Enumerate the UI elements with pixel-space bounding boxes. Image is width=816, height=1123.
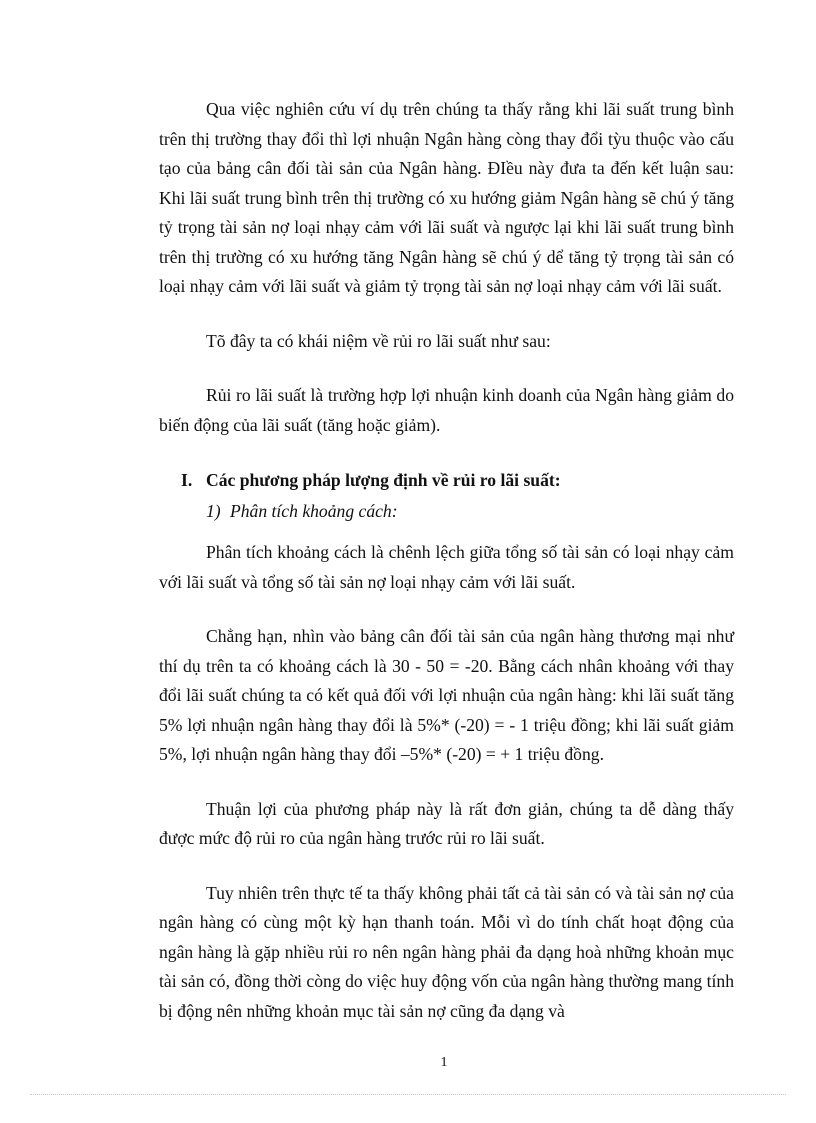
paragraph-advantage: Thuận lợi của phương pháp này là rất đơn giản, chúng ta dễ dàng thấy được mức độ rủi ro của ngân hàng trước rủi ro lãi suất. — [159, 798, 734, 848]
subsection-title: Phân tích khoảng cách: — [230, 501, 398, 521]
paragraph-definition: Rủi ro lãi suất là trường hợp lợi nhuận kinh doanh của Ngân hàng giảm do biến động của lãi suất (tăng hoặc giảm). — [159, 385, 734, 435]
paragraph-example: Chẳng hạn, nhìn vào bảng cân đối tài sản của ngân hàng thương mại như thí dụ trên ta có khoảng cách là 30 - 50 = -20. Bằng cách nhân khoảng với thay đổi lãi suất chúng ta có kết quả đối với lợi nhuận của ngân hàng: khi lãi suất tăng 5% lợi nhuận ngân hàng thay đổi là 5%* (-20) = - 1 triệu đồng; khi lãi suất giảm 5%, lợi nhuận ngân hàng thay đổi –5%* (-20) = + 1 triệu đồng. — [159, 626, 734, 764]
subsection-number: 1) — [206, 501, 221, 521]
paragraph-gap-definition: Phân tích khoảng cách là chênh lệch giữa tổng số tài sản có loại nhạy cảm với lãi suất và tổng số tài sản nợ loại nhạy cảm với lãi suất. — [159, 542, 734, 592]
page-content — [159, 95, 734, 1026]
footer-divider — [30, 1094, 786, 1095]
section-heading — [159, 466, 734, 495]
section-number: I. — [181, 470, 193, 490]
paragraph-limitation: Tuy nhiên trên thực tế ta thấy không phải tất cả tài sản có và tài sản nợ của ngân hàng có cùng một kỳ hạn thanh toán. Mỗi vì do tính chất hoạt động của ngân hàng là gặp nhiều rủi ro nên ngân hàng phải đa dạng hoà những khoản mục tài sản có, đồng thời còng do việc huy động vốn của ngân hàng thường mang tính bị động nên những khoản mục tài sản nợ cũng đa dạng và — [159, 882, 734, 1021]
paragraph-definition-intro: Tõ đây ta có khái niệm về rủi ro lãi suất như sau: — [206, 330, 551, 351]
paragraph-bank-profit: Qua việc nghiên cứu ví dụ trên chúng ta thấy rằng khi lãi suất trung bình trên thị trường thay đổi thì lợi nhuận Ngân hàng còng thay đổi tỳu thuộc vào cấu tạo của bảng cân đối tài sản của Ngân hàng. ĐIều này đưa ta đến kết luận sau: Khi lãi suất trung bình trên thị trường có xu hướng giảm Ngân hàng sẽ chú ý tăng tỷ trọng tài sản nợ loại nhạy cảm với lãi suất và ngược lại khi lãi suất trung bình trên thị trường có xu hướng tăng Ngân hàng sẽ chú ý dể tăng tỷ trọng tài sản có loại nhạy cảm với lãi suất và giảm tỷ trọng tài sản nợ loại nhạy cảm với lãi suất. — [159, 99, 734, 296]
page-number: 1 — [440, 1055, 448, 1070]
section-title: Các phương pháp lượng định về rủi ro lãi suất: — [206, 470, 561, 490]
subsection-heading — [159, 497, 734, 526]
